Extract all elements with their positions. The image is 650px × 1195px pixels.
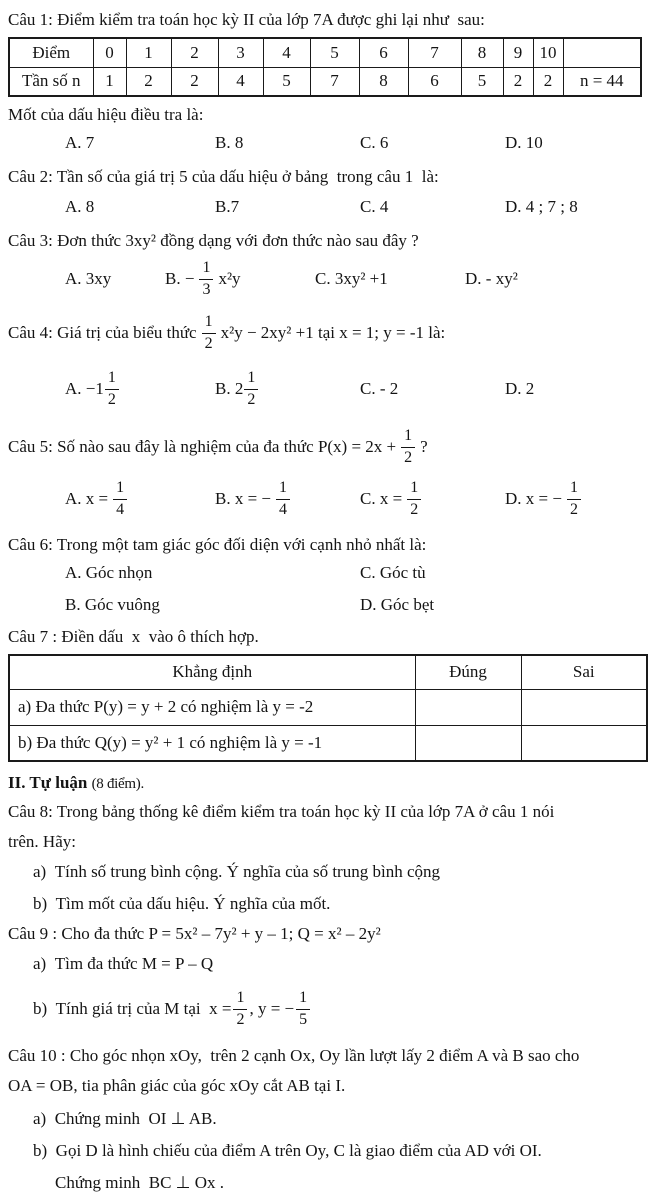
option-c: C. 6 [360,133,389,152]
fraction-denominator: 2 [107,390,116,408]
question-10-item-b-continued: Chứng minh BC ⊥ Ox . [55,1173,225,1192]
score-frequency-table [8,37,642,97]
question-5-prefix: Câu 5: Số nào sau đây là nghiệm của đa thức P(x) = 2x + [8,437,397,456]
frequency-cell: 5 [461,67,503,96]
exam-document [8,8,642,1195]
option-d: D. - xy² [465,269,518,288]
question-4-options [65,363,642,415]
table-row [9,725,647,761]
fraction-numerator: 1 [113,480,127,500]
option-a: A. 3xy [65,269,112,288]
fraction-denominator: 5 [299,1010,308,1028]
fraction-numerator: 1 [244,370,258,390]
score-cell: 7 [408,38,461,67]
option-b: B. Góc vuông [65,595,160,614]
frequency-row-label: Tần số n [9,67,93,96]
option-b [215,370,360,409]
option-b-suffix: x²y [218,269,241,288]
true-false-table [8,654,648,762]
section-2-title-bold: II. Tự luận [8,773,88,792]
question-9-text: Câu 9 : Cho đa thức P = 5x² – 7y² + y – 1; Q = x² – 2y² [8,924,381,943]
fraction [244,370,258,409]
question-6-options-row-2 [65,593,642,617]
fraction-denominator: 2 [410,500,419,518]
fraction-numerator: 1 [105,370,119,390]
true-answer-cell [415,689,521,725]
item-b-prefix: b) Tính giá trị của M tại x = [33,999,232,1018]
question-1-text: Câu 1: Điểm kiểm tra toán học kỳ II của lớp 7A được ghi lại như sau: [8,10,485,29]
option-c-prefix: C. x = [360,489,403,508]
frequency-cell: 2 [126,67,171,96]
question-4-suffix: x²y − 2xy² +1 tại x = 1; y = -1 là: [220,323,446,342]
question-10-text-line-1: Câu 10 : Cho góc nhọn xOy, trên 2 cạnh Ox, Oy lần lượt lấy 2 điểm A và B sao cho [8,1046,580,1065]
fraction-denominator: 2 [204,334,213,352]
question-2-text: Câu 2: Tần số của giá trị 5 của dấu hiệu ở bảng trong câu 1 là: [8,167,439,186]
option-c [360,480,505,519]
frequency-cell: 1 [93,67,126,96]
option-a-prefix: A. −1 [65,379,104,398]
fraction [105,370,119,409]
option-b-prefix: B. 2 [215,379,244,398]
frequency-cell: 7 [310,67,359,96]
option-a: A. 7 [65,133,95,152]
statement-cell: b) Đa thức Q(y) = y² + 1 có nghiệm là y = -1 [9,725,415,761]
false-header: Sai [521,655,647,689]
fraction-numerator: 1 [276,480,290,500]
score-cell: 10 [533,38,563,67]
false-answer-cell [521,725,647,761]
option-d: D. 2 [505,379,535,398]
option-a [65,370,215,409]
section-2-title-points: (8 điểm). [91,776,144,792]
fraction-numerator: 1 [407,480,421,500]
frequency-cell: 6 [408,67,461,96]
score-cell: 2 [171,38,218,67]
question-8-text-line-1: Câu 8: Trong bảng thống kê điểm kiểm tra toán học kỳ II của lớp 7A ở câu 1 nói [8,802,555,821]
question-10-text-line-2: OA = OB, tia phân giác của góc xOy cắt AB tại I. [8,1076,346,1095]
option-c: C. - 2 [360,379,399,398]
fraction [113,480,127,519]
question-8-item-b: b) Tìm mốt của dấu hiệu. Ý nghĩa của mốt. [33,894,331,913]
option-b-prefix: B. x = − [215,489,272,508]
fraction [401,428,415,467]
section-2-title [8,770,642,797]
score-cell-empty [563,38,641,67]
question-6-options-row-1 [65,561,642,585]
fraction [567,480,581,519]
question-4-text [8,309,642,357]
fraction-denominator: 2 [569,500,578,518]
false-answer-cell [521,689,647,725]
fraction-denominator: 2 [247,390,256,408]
fraction-numerator: 1 [567,480,581,500]
score-cell: 5 [310,38,359,67]
option-a [65,480,215,519]
score-cell: 6 [359,38,408,67]
score-row-label: Điểm [9,38,93,67]
fraction-numerator: 1 [199,260,213,280]
question-5-text [8,423,642,471]
fraction [407,480,421,519]
fraction-denominator: 2 [404,448,413,466]
question-1-prompt: Mốt của dấu hiệu điều tra là: [8,105,204,124]
item-b-middle: , y = − [249,999,295,1018]
score-row [9,38,641,67]
score-cell: 8 [461,38,503,67]
frequency-cell: 8 [359,67,408,96]
question-5-suffix: ? [420,437,428,456]
score-cell: 9 [503,38,533,67]
option-b: B.7 [215,197,240,216]
true-header: Đúng [415,655,521,689]
table-header-row [9,655,647,689]
question-8-item-a: a) Tính số trung bình cộng. Ý nghĩa của số trung bình cộng [33,862,440,881]
statement-cell: a) Đa thức P(y) = y + 2 có nghiệm là y = -2 [9,689,415,725]
score-cell: 0 [93,38,126,67]
option-d: D. 4 ; 7 ; 8 [505,197,578,216]
table-row [9,689,647,725]
question-1-options [65,131,642,155]
frequency-row [9,67,641,96]
frequency-total-cell: n = 44 [563,67,641,96]
fraction [276,480,290,519]
fraction [202,314,216,353]
true-answer-cell [415,725,521,761]
option-a-prefix: A. x = [65,489,109,508]
frequency-cell: 4 [218,67,263,96]
question-9-item-a: a) Tìm đa thức M = P – Q [33,954,214,973]
question-9-item-b [33,983,642,1035]
score-cell: 3 [218,38,263,67]
option-c: C. 4 [360,197,389,216]
fraction-denominator: 2 [236,1010,245,1028]
fraction [233,990,247,1029]
fraction-numerator: 1 [296,990,310,1010]
option-c: C. 3xy² +1 [315,269,388,288]
frequency-cell: 5 [263,67,310,96]
fraction-numerator: 1 [401,428,415,448]
option-d: D. 10 [505,133,543,152]
fraction-denominator: 4 [116,500,125,518]
fraction-denominator: 4 [279,500,288,518]
option-d-prefix: D. x = − [505,489,562,508]
option-b [165,260,315,299]
score-cell: 4 [263,38,310,67]
frequency-cell: 2 [533,67,563,96]
option-d: D. Góc bẹt [360,595,435,614]
option-d [505,480,642,519]
option-a: A. 8 [65,197,95,216]
option-c: C. Góc tù [360,563,426,582]
fraction-numerator: 1 [233,990,247,1010]
question-6-text: Câu 6: Trong một tam giác góc đối diện với cạnh nhỏ nhất là: [8,535,427,554]
fraction-denominator: 3 [202,280,211,298]
question-3-options [65,253,642,305]
question-5-options [65,473,642,525]
question-2-options [65,195,642,219]
question-3-text: Câu 3: Đơn thức 3xy² đồng dạng với đơn thức nào sau đây ? [8,231,419,250]
option-a: A. Góc nhọn [65,563,153,582]
frequency-cell: 2 [171,67,218,96]
fraction [199,260,213,299]
option-b: B. 8 [215,133,244,152]
statement-header: Khẳng định [9,655,415,689]
question-10-item-a: a) Chứng minh OI ⊥ AB. [33,1109,217,1128]
fraction [296,990,310,1029]
question-10-item-b: b) Gọi D là hình chiếu của điểm A trên Oy, C là giao điểm của AD với OI. [33,1141,542,1160]
frequency-cell: 2 [503,67,533,96]
question-7-text: Câu 7 : Điền dấu x vào ô thích hợp. [8,627,259,646]
score-cell: 1 [126,38,171,67]
fraction-numerator: 1 [202,314,216,334]
option-b-prefix: B. − [165,269,195,288]
question-8-text-line-2: trên. Hãy: [8,832,76,851]
option-b [215,480,360,519]
question-4-prefix: Câu 4: Giá trị của biểu thức [8,323,197,342]
